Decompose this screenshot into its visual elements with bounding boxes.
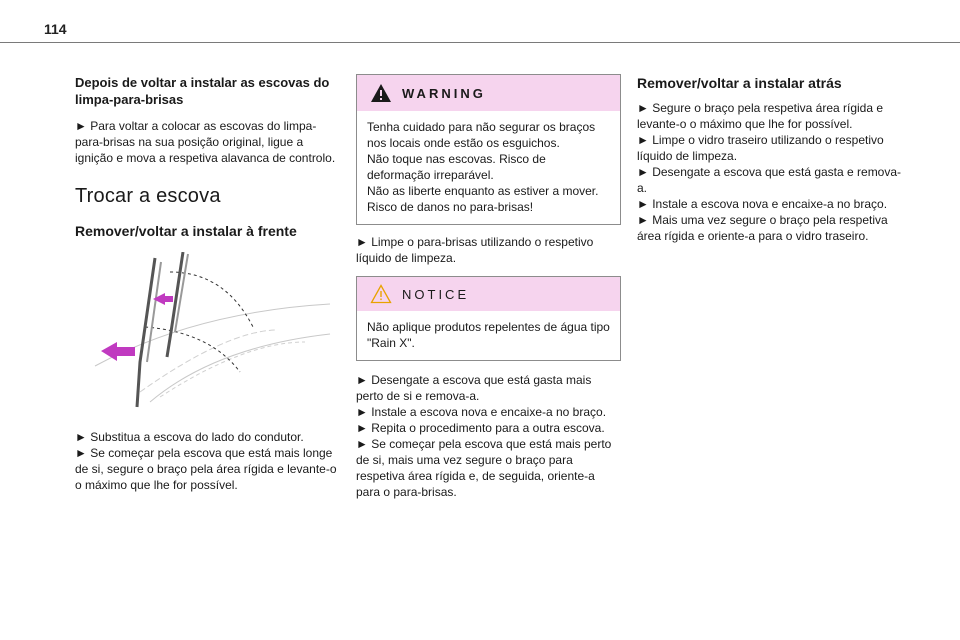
rear-step-3: ► Desengate a escova que está gasta e remova-a. (637, 165, 902, 195)
column-2 (356, 74, 621, 500)
arrow-icon (101, 342, 135, 361)
rear-step-4: ► Instale a escova nova e encaixe-a no braço. (637, 197, 888, 211)
front-step-5: ► Repita o procedimento para a outra escova. (356, 421, 605, 435)
front-step-4: ► Instale a escova nova e encaixe-a no braço. (356, 405, 607, 419)
rear-step-5: ► Mais uma vez segure o braço pela respetiva área rígida e oriente-a para o vidro traseiro. (637, 213, 888, 243)
warning-header (357, 75, 620, 111)
header-rule (0, 42, 960, 43)
windshield-lower-edge (150, 334, 330, 402)
warning-body (357, 111, 620, 224)
clean-windshield-step: ► Limpe o para-brisas utilizando o respetivo líquido de limpeza. (356, 235, 594, 265)
front-heading: Remover/voltar a instalar à frente (75, 223, 297, 239)
front-steps-continued (356, 372, 621, 500)
subheading-reinstall: Depois de voltar a instalar as escovas do limpa-para-brisas (75, 75, 330, 107)
rear-steps (637, 100, 907, 244)
rear-step-2: ► Limpe o vidro traseiro utilizando o respetivo líquido de limpeza. (637, 133, 884, 163)
front-step-2: ► Se começar pela escova que está mais longe de si, segure o braço pela área rígida e levante-o o máximo que lhe for possível. (75, 446, 337, 492)
notice-title: NOTICE (402, 286, 470, 302)
sweep-arc-inner (145, 327, 240, 372)
front-step-3: ► Desengate a escova que está gasta mais perto de si e remova-a. (356, 373, 592, 403)
column-3 (637, 74, 907, 244)
windshield-edge (95, 304, 330, 366)
warning-box (356, 74, 621, 225)
notice-triangle-icon (370, 284, 392, 304)
notice-box (356, 276, 621, 361)
front-step-1: ► Substitua a escova do lado do condutor. (75, 430, 304, 444)
warning-line-3: Não as liberte enquanto as estiver a mover. Risco de danos no para-brisas! (367, 184, 599, 214)
reinstall-instruction: ► Para voltar a colocar as escovas do limpa-para-brisas na sua posição original, ligue a ignição e mova a respetiva alavanca de controlo. (75, 119, 336, 165)
windshield-inner-2 (160, 342, 305, 397)
warning-line-2: Não toque nas escovas. Risco de deformação irreparável. (367, 152, 546, 182)
notice-header (357, 277, 620, 311)
sweep-arc-outer (170, 272, 253, 327)
windshield-inner-1 (140, 330, 275, 392)
wiper-arm-left (147, 262, 161, 362)
warning-triangle-icon (370, 83, 392, 103)
wiper-blade-right (167, 252, 183, 357)
column-1 (75, 74, 340, 493)
warning-title: WARNING (402, 85, 486, 101)
wiper-illustration (75, 252, 340, 412)
wiper-blade-left (137, 258, 155, 407)
section-title: Trocar a escova (75, 185, 221, 207)
notice-body: Não aplique produtos repelentes de água tipo "Rain X". (367, 320, 610, 350)
page-number: 114 (44, 21, 67, 37)
warning-line-1: Tenha cuidado para não segurar os braços nos locais onde estão os esguichos. (367, 120, 596, 150)
front-step-6: ► Se começar pela escova que está mais perto de si, mais uma vez segure o braço para respetiva área rígida e, de seguida, oriente-a para o para-brisas. (356, 437, 612, 499)
rear-heading: Remover/voltar a instalar atrás (637, 75, 842, 91)
rear-step-1: ► Segure o braço pela respetiva área rígida e levante-o o máximo que lhe for possível. (637, 101, 884, 131)
